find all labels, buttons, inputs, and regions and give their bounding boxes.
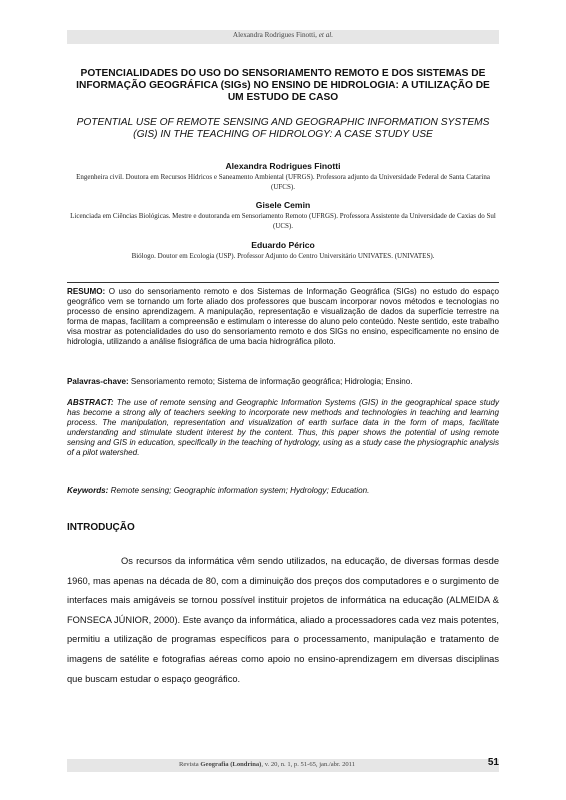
- journal-name: Geografia (Londrina): [200, 761, 262, 768]
- palavras-chave-label: Palavras-chave:: [67, 377, 129, 386]
- author-name-2: Gisele Cemin: [255, 200, 311, 210]
- section-heading-introducao: INTRODUÇÃO: [67, 522, 135, 533]
- keywords-label: Keywords:: [67, 486, 109, 495]
- header-etal: et al.: [318, 31, 334, 39]
- header-author: Alexandra Rodrigues Finotti,: [232, 31, 317, 39]
- title-english: POTENTIAL USE OF REMOTE SENSING AND GEOGRAPHIC INFORMATION SYSTEMS (GIS) IN THE TEACHING OF HIDROLOGY: A CASE STUDY USE: [76, 117, 490, 141]
- abstract-paragraph: [67, 398, 499, 459]
- author-affiliation-3: Biólogo. Doutor em Ecologia (USP). Professor Adjunto do Centro Universitário UNIVATES. (UNIVATES).: [131, 252, 435, 260]
- abstract-label: ABSTRACT:: [67, 398, 114, 407]
- author-affiliation-1: Engenheira civil. Doutora em Recursos Hídricos e Saneamento Ambiental (UFRGS). Professora adjunto da Universidade Federal de Santa Catarina (UFCS).: [76, 173, 490, 191]
- page-number: 51: [487, 757, 499, 768]
- resumo-text: O uso do sensoriamento remoto e dos Sistemas de Informação Geográfica (SIGs) no estudo do espaço geográfico vem se tornando um forte aliado dos professores que buscam incorporar novos métodos e tecnologias no processo de ensino aprendizagem. A manipulação, representação e visualização de dados da superfície terrestre na forma de mapas, facilitam a compreensão e estimulam o interesse do aluno pelo conteúdo. Neste sentido, este trabalho visa mostrar as potencialidades do uso do sensoriamento remoto e dos SIGs no ensino, especificamente no ensino de hidrologia, utilizando a análise fisiográfica de uma bacia hidrográfica piloto.: [67, 287, 499, 347]
- title-portuguese: POTENCIALIDADES DO USO DO SENSORIAMENTO REMOTO E DOS SISTEMAS DE INFORMAÇÃO GEOGRÁFICA (SIGs) NO ENSINO DE HIDROLOGIA: A UTILIZAÇÃO DE UM ESTUDO DE CASO: [76, 68, 490, 104]
- journal-citation: [67, 761, 467, 768]
- author-affiliation-2: Licenciada em Ciências Biológicas. Mestre e doutoranda em Sensoriamento Remoto (UFRGS). Professora Assistente da Universidade de Caxias do Sul (UCS).: [70, 212, 496, 230]
- introduction-body: Os recursos da informática vêm sendo utilizados, na educação, de diversas formas desde 1960, mas apenas na década de 80, com a diminuição dos preços dos computadores e o surgimento de interfaces mais amigáveis se tornou possível instituir projetos de informática na educação (ALMEIDA & FONSECA JÚNIOR, 2000). Este avanço da informática, aliado a processadores cada vez mais potentes, permitiu a utilização de programas específicos para o processamento, manipulação e tratamento de imagens de satélite e fotografias aéreas como apoio no ensino-aprendizagem em diversas disciplinas que buscam estudar o espaço geográfico.: [67, 556, 499, 684]
- author-name-1: Alexandra Rodrigues Finotti: [225, 161, 341, 171]
- citation-details: , v. 20, n. 1, p. 51-65, jan./abr. 2011: [261, 761, 356, 768]
- keywords-text: Remote sensing; Geographic information system; Hydrology; Education.: [108, 486, 370, 495]
- section-divider: [67, 282, 499, 283]
- keywords-paragraph: [67, 486, 499, 496]
- palavras-chave-text: Sensoriamento remoto; Sistema de informação geográfica; Hidrologia; Ensino.: [128, 377, 413, 386]
- palavras-chave-paragraph: [67, 377, 499, 387]
- resumo-paragraph: [67, 287, 499, 348]
- citation-prefix: Revista: [178, 761, 201, 768]
- abstract-text: The use of remote sensing and Geographic Information Systems (GIS) in the geographical space study has become a strong ally of teachers seeking to incorporate new methods and technologies in teaching and learning process. The manipulation, representation and visualization of earth surface data in the form of maps, facilitate understanding and stimulate student interest by the content. Thus, this paper shows the potential of using remote sensing and GIS in education, specifically in the teaching of hydrology, using as a study case the physiographic analysis of a pilot watershed.: [67, 398, 499, 458]
- running-header: [67, 31, 499, 39]
- author-name-3: Eduardo Périco: [251, 240, 315, 250]
- resumo-label: RESUMO:: [67, 287, 106, 296]
